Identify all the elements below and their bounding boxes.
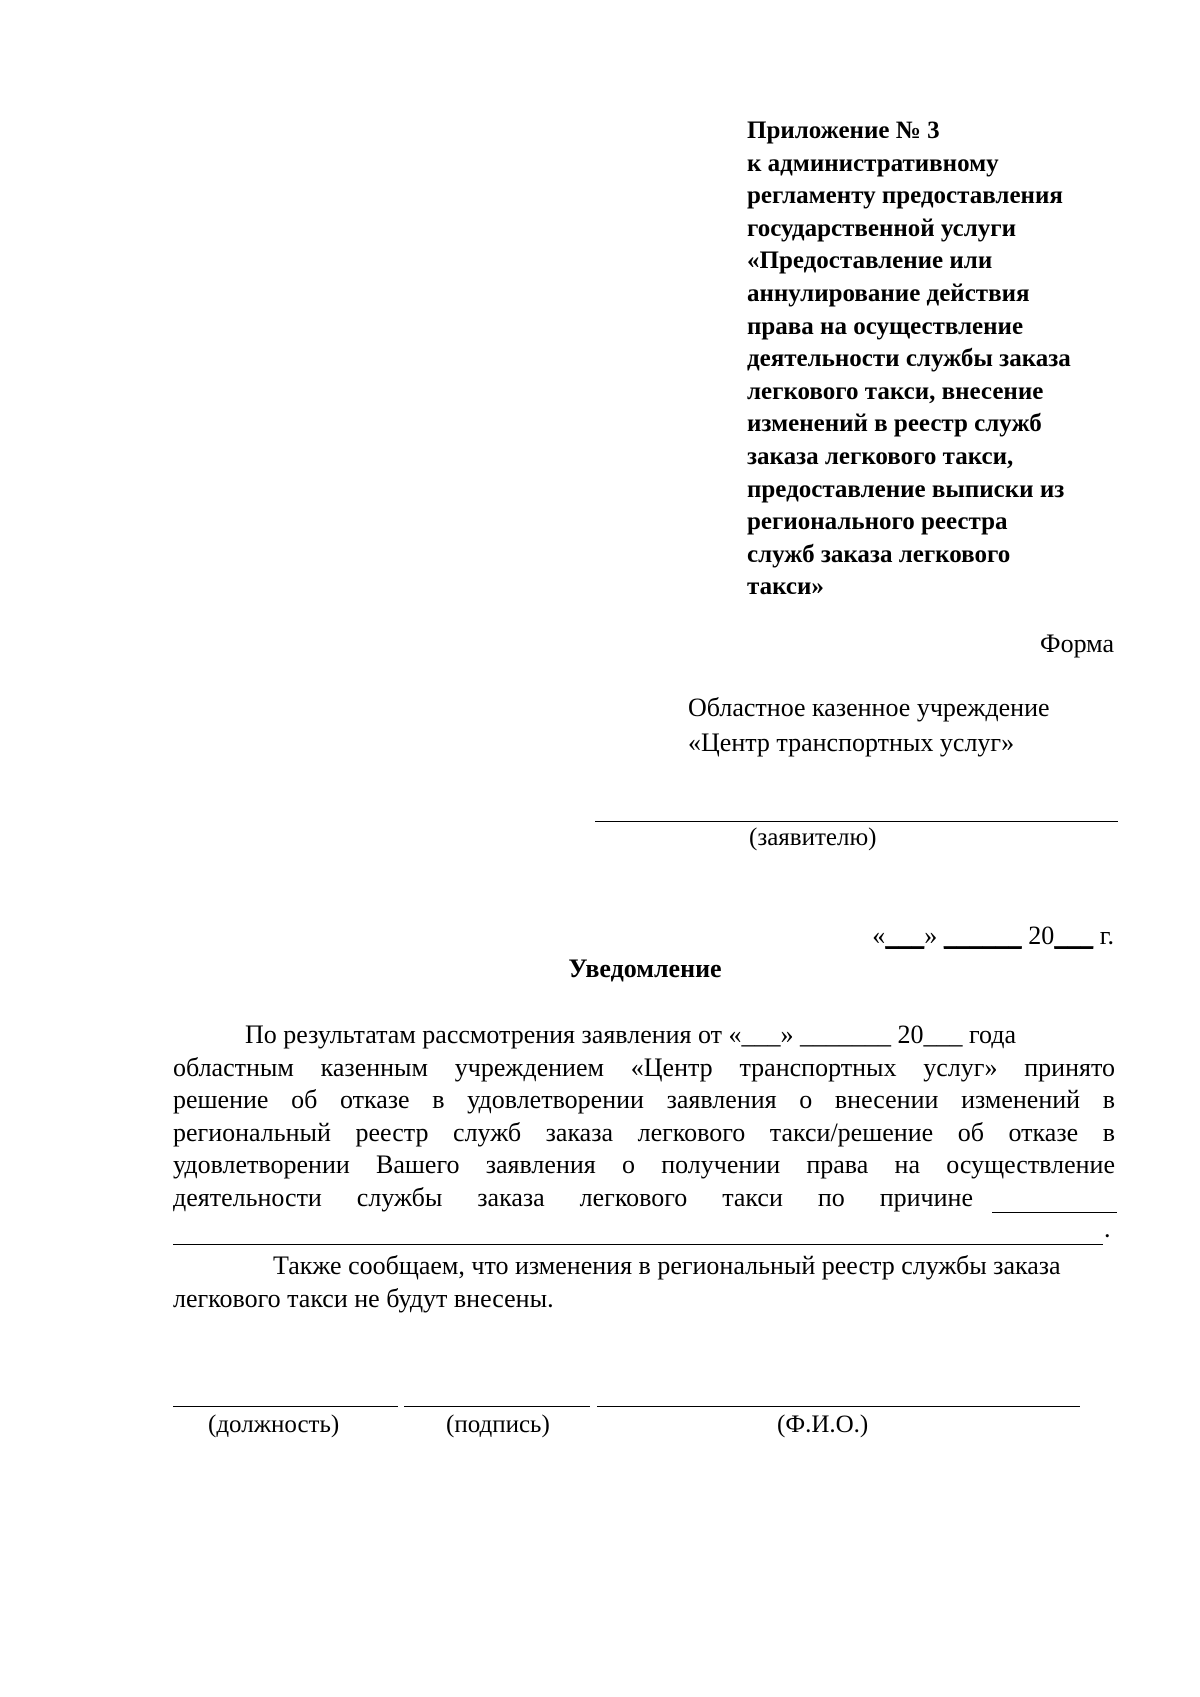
date-line — [872, 921, 1114, 951]
signature-name-caption: (Ф.И.О.) — [777, 1411, 869, 1438]
notice-body — [173, 1019, 1115, 1215]
appendix-line: деятельности службы заказа — [747, 345, 1071, 373]
date-day-blank: ___ — [885, 921, 925, 950]
also-paragraph — [173, 1250, 1115, 1315]
body-line: деятельности службы заказа легкового такси по причине — [173, 1182, 973, 1212]
signature-position-line — [173, 1406, 398, 1407]
reason-end-period: . — [1104, 1214, 1111, 1243]
applicant-blank-line — [595, 821, 1118, 822]
appendix-line: предоставление выписки из — [747, 475, 1065, 503]
appendix-line: права на осуществление — [747, 312, 1024, 340]
appendix-line: регламенту предоставления — [747, 182, 1063, 210]
date-suffix: г. — [1099, 921, 1114, 950]
appendix-line: аннулирование действия — [747, 279, 1030, 307]
signature-position-caption: (должность) — [208, 1411, 340, 1438]
date-year-blank: ___ — [1054, 921, 1094, 950]
body-line: региональный реестр служб заказа легкового такси/решение об отказе в — [173, 1117, 1115, 1147]
body-line: областным казенным учреждением «Центр транспортных услуг» принято — [173, 1052, 1115, 1082]
reason-blank-line — [173, 1244, 1103, 1245]
also-line: легкового такси не будут внесены. — [173, 1283, 554, 1313]
appendix-line: Приложение № 3 — [747, 117, 940, 144]
appendix-line: регионального реестра — [747, 508, 1008, 536]
appendix-line: служб заказа легкового — [747, 540, 1011, 568]
date-close-quote: » — [924, 921, 938, 950]
appendix-line: легкового такси, внесение — [747, 377, 1044, 405]
appendix-line: государственной услуги — [747, 214, 1017, 242]
signature-name-line — [597, 1406, 1080, 1407]
date-open-quote: « — [872, 921, 886, 950]
appendix-header — [747, 115, 1167, 604]
date-month-blank: ______ — [943, 921, 1022, 950]
signature-sign-caption: (подпись) — [446, 1411, 550, 1438]
appendix-line: такси» — [747, 573, 824, 601]
appendix-line: заказа легкового такси, — [747, 442, 1014, 470]
form-label: Форма — [1040, 629, 1114, 658]
applicant-caption: (заявителю) — [749, 824, 877, 851]
appendix-line: изменений в реестр служб — [747, 410, 1042, 438]
organization-line: «Центр транспортных услуг» — [688, 728, 1015, 757]
organization-line: Областное казенное учреждение — [688, 693, 1050, 722]
appendix-line: к административному — [747, 149, 999, 177]
reason-blank-line — [992, 1212, 1117, 1213]
notice-title: Уведомление — [568, 954, 722, 983]
body-line: удовлетворении Вашего заявления о получении права на осуществление — [173, 1150, 1115, 1180]
body-line: По результатам рассмотрения заявления от «___» _______ 20___ года — [245, 1020, 1017, 1049]
appendix-line: «Предоставление или — [747, 247, 993, 275]
body-line: решение об отказе в удовлетворении заявления о внесении изменений в — [173, 1085, 1115, 1115]
signature-sign-line — [404, 1406, 590, 1407]
also-line: Также сообщаем, что изменения в региональный реестр службы заказа — [273, 1251, 1061, 1280]
date-year-prefix: 20 — [1028, 921, 1055, 950]
organization-block — [688, 690, 1050, 760]
